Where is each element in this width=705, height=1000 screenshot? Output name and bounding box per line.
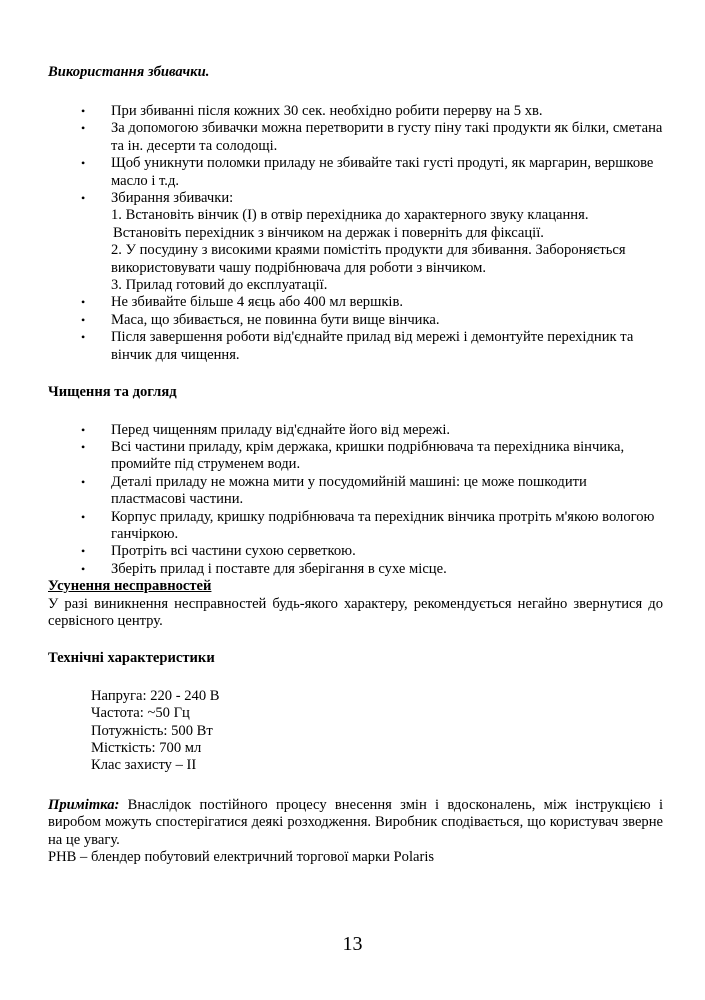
list-item-text: Протріть всі частини сухою серветкою. [111, 543, 356, 560]
section-title-specs: Технічні характеристики [48, 650, 215, 667]
bullet-icon: • [81, 422, 86, 437]
whisk-list [48, 103, 663, 364]
note-label: Примітка: [48, 796, 120, 813]
section-title-troubleshooting: Усунення несправностей [48, 578, 212, 595]
bullet-icon: • [81, 544, 86, 559]
list-item [48, 439, 663, 474]
list-item [48, 190, 663, 294]
assembly-step-1a: 1. Встановіть вінчик (I) в отвір перехідника до характерного звуку клацання. [111, 207, 589, 224]
list-item [48, 543, 663, 560]
bullet-icon: • [81, 439, 86, 454]
bullet-icon: • [81, 509, 86, 524]
list-item [48, 312, 663, 329]
list-item [48, 103, 663, 120]
assembly-step-3: 3. Прилад готовий до експлуатації. [111, 277, 328, 294]
list-item-text: Деталі приладу не можна мити у посудомийній машині: це може пошкодити пластмасові частини. [111, 473, 587, 508]
bullet-icon: • [81, 312, 86, 327]
spec-power: Потужність: 500 Вт [91, 722, 213, 739]
specs-block [48, 688, 663, 775]
bullet-icon: • [81, 121, 86, 136]
list-item-text: Маса, що збивається, не повинна бути вище вінчика. [111, 311, 440, 328]
troubleshooting-text: У разі виникнення несправностей будь-якого характеру, рекомендується негайно звернутися до сервісного центру. [48, 595, 663, 629]
bullet-icon: • [81, 156, 86, 171]
list-item [48, 155, 663, 190]
bullet-icon: • [81, 474, 86, 489]
bullet-icon: • [81, 561, 86, 576]
spec-voltage: Напруга: 220 - 240 В [91, 687, 220, 704]
bullet-icon: • [81, 104, 86, 118]
list-item [48, 561, 663, 578]
list-item-text: Після завершення роботи від'єднайте прилад від мережі і демонтуйте перехідник та вінчик для чищення. [111, 329, 634, 363]
list-item-text: При збиванні після кожних 30 сек. необхідно робити перерву на 5 хв. [111, 103, 543, 119]
spec-frequency: Частота: ~50 Гц [91, 705, 190, 722]
list-item-text: Корпус приладу, кришку подрібнювача та перехідник вінчика протріть м'якою вологою ганчіркою. [111, 508, 655, 542]
note-text: Внаслідок постійного процесу внесення змін і вдосконалень, між інструкцією і виробом можуть спостерігатися деякі розходження. Виробник сподівається, що користувач зверне на це увагу. [48, 796, 663, 848]
list-item [48, 294, 663, 311]
note-paragraph [48, 797, 663, 849]
list-item [48, 120, 663, 155]
list-item-text: Перед чищенням приладу від'єднайте його від мережі. [111, 421, 451, 438]
bullet-icon: • [81, 191, 86, 206]
list-item-text: Не збивайте більше 4 яєць або 400 мл вершків. [111, 294, 404, 311]
assembly-label: Збирання збивачки: [111, 190, 234, 207]
section-title-whisk: Використання збивачки. [48, 64, 210, 80]
list-item-text: Всі частини приладу, крім держака, кришки подрібнювача та перехідника вінчика, промийте під струменем води. [111, 438, 625, 473]
section-title-cleaning: Чищення та догляд [48, 384, 177, 401]
assembly-step-2: 2. У посудину з високими краями помістіть продукти для збивання. Забороняється використовувати чашу подрібнювача для роботи з вінчиком. [111, 242, 626, 276]
list-item-text: Щоб уникнути поломки приладу не збивайте такі густі продуті, як маргарин, вершкове масло і т.д. [111, 155, 654, 189]
spec-protection-class: Клас захисту – II [91, 757, 197, 774]
bullet-icon: • [81, 330, 86, 345]
document-page [48, 64, 663, 866]
list-item-text: За допомогою збивачки можна перетворити в густу піну такі продукти як білки, сметана та ін. десерти та солодощі. [111, 120, 663, 154]
spec-capacity: Місткість: 700 мл [91, 740, 202, 756]
list-item [48, 509, 663, 544]
product-line: PHB – блендер побутовий електричний торгової марки Polaris [48, 849, 435, 866]
list-item [48, 329, 663, 364]
list-item-text: Зберіть прилад і поставте для зберігання в сухе місце. [111, 560, 447, 577]
cleaning-list [48, 422, 663, 579]
bullet-icon: • [81, 295, 86, 310]
list-item [48, 474, 663, 509]
assembly-step-1b: Встановіть перехідник з вінчиком на держак і поверніть для фіксації. [113, 224, 544, 241]
page-number: 13 [342, 933, 363, 955]
list-item [48, 422, 663, 439]
